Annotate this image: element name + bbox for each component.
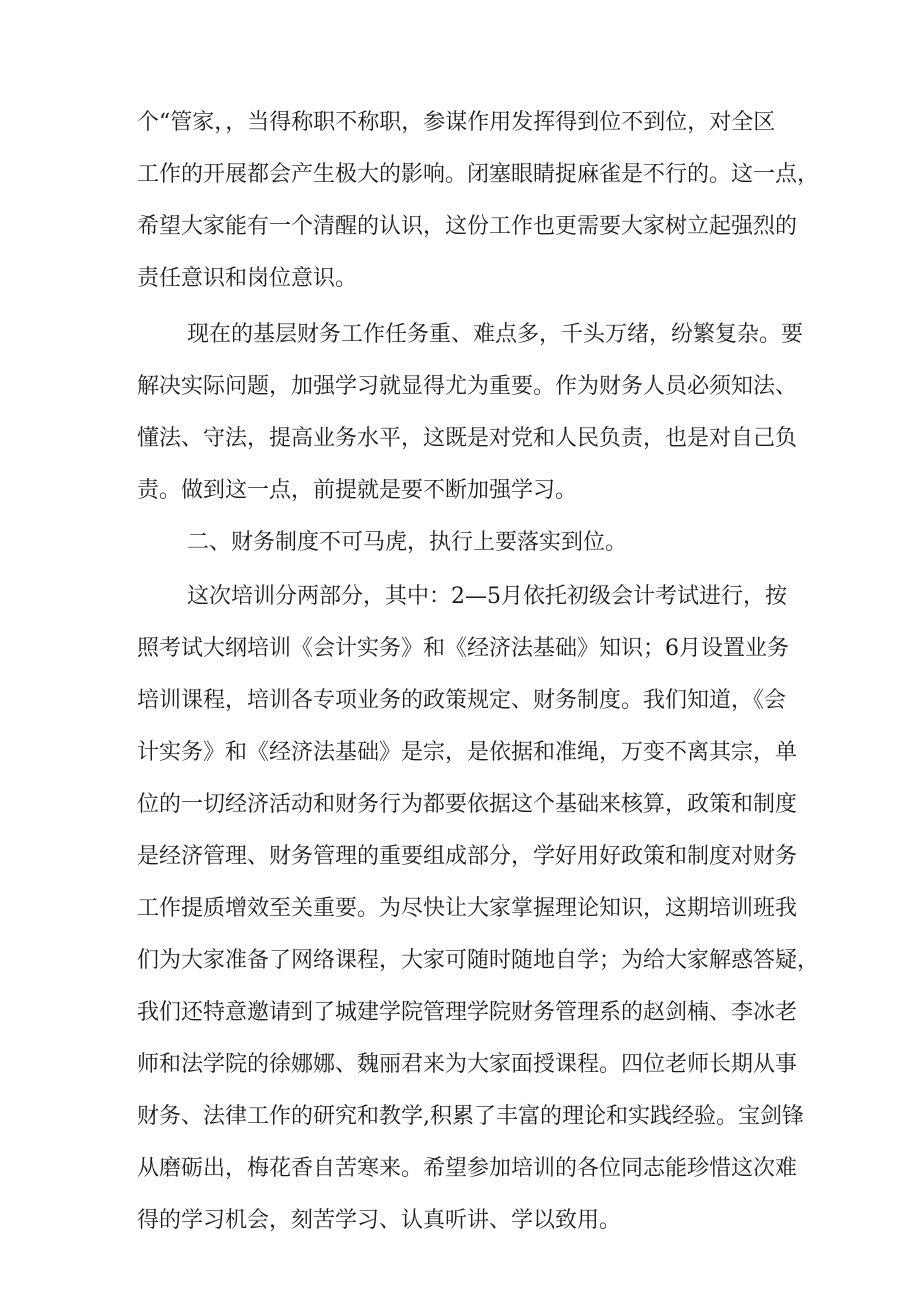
line-text: 这次培训分两部分，其中：2—5月依托初级会计考试进行，按 xyxy=(187,584,787,609)
line-text: 责任意识和岗位意识。 xyxy=(137,266,358,291)
text-line xyxy=(0,577,920,617)
line-text: 我们还特意邀请到了城建学院管理学院财务管理系的赵剑楠、李冰老 xyxy=(137,1000,798,1025)
text-line xyxy=(0,419,920,459)
section-heading xyxy=(0,523,920,563)
text-line xyxy=(0,837,920,877)
text-line xyxy=(0,471,920,511)
line-text: 现在的基层财务工作任务重、难点多，千头万绪，纷繁复杂。要 xyxy=(187,322,804,347)
text-line xyxy=(0,941,920,981)
text-line xyxy=(0,207,920,247)
text-line xyxy=(0,367,920,407)
line-text: 懂法、守法，提高业务水平，这既是对党和人民负责，也是对自己负 xyxy=(137,426,798,451)
line-text: 师和法学院的徐娜娜、魏丽君来为大家面授课程。四位老师长期从事 xyxy=(137,1052,798,1077)
line-text: 责。做到这一点，前提就是要不断加强学习。 xyxy=(137,478,578,503)
text-line xyxy=(0,785,920,825)
text-line xyxy=(0,629,920,669)
text-line xyxy=(0,733,920,773)
text-line xyxy=(0,993,920,1033)
text-line xyxy=(0,889,920,929)
text-line xyxy=(0,103,920,143)
line-text: 工作提质增效至关重要。为尽快让大家掌握理论知识，这期培训班我 xyxy=(137,896,798,921)
line-text: 解决实际问题，加强学习就显得尤为重要。作为财务人员必须知法、 xyxy=(137,374,798,399)
line-text: 得的学习机会，刻苦学习、认真听讲、学以致用。 xyxy=(137,1208,622,1233)
text-line xyxy=(0,681,920,721)
line-text: 工作的开展都会产生极大的影响。闭塞眼睛捉麻雀是不行的。这一点， xyxy=(137,162,820,187)
line-text: 财务、法律工作的研究和教学,积累了丰富的理论和实践经验。宝剑锋 xyxy=(137,1104,804,1129)
text-line xyxy=(0,1149,920,1189)
line-text: 培训课程，培训各专项业务的政策规定、财务制度。我们知道，《会 xyxy=(137,688,787,713)
line-text: 是经济管理、财务管理的重要组成部分，学好用好政策和制度对财务 xyxy=(137,844,798,869)
line-text: 们为大家准备了网络课程，大家可随时随地自学；为给大家解惑答疑， xyxy=(137,948,820,973)
text-line xyxy=(0,1201,920,1241)
text-line xyxy=(0,155,920,195)
text-line xyxy=(0,315,920,355)
heading-text: 二、财务制度不可马虎，执行上要落实到位。 xyxy=(187,530,628,555)
line-text: 计实务》和《经济法基础》是宗，是依据和准绳，万变不离其宗，单 xyxy=(137,740,798,765)
line-text: 希望大家能有一个清醒的认识，这份工作也更需要大家树立起强烈的 xyxy=(137,214,798,239)
text-line xyxy=(0,259,920,299)
line-text: 个“管家，，当得称职不称职，参谋作用发挥得到位不到位，对全区 xyxy=(137,110,776,135)
text-line xyxy=(0,1045,920,1085)
text-line xyxy=(0,1097,920,1137)
line-text: 从磨砺出，梅花香自苦寒来。希望参加培训的各位同志能珍惜这次难 xyxy=(137,1156,798,1181)
line-text: 照考试大纲培训《会计实务》和《经济法基础》知识；6月设置业务 xyxy=(137,636,789,661)
line-text: 位的一切经济活动和财务行为都要依据这个基础来核算，政策和制度 xyxy=(137,792,798,817)
